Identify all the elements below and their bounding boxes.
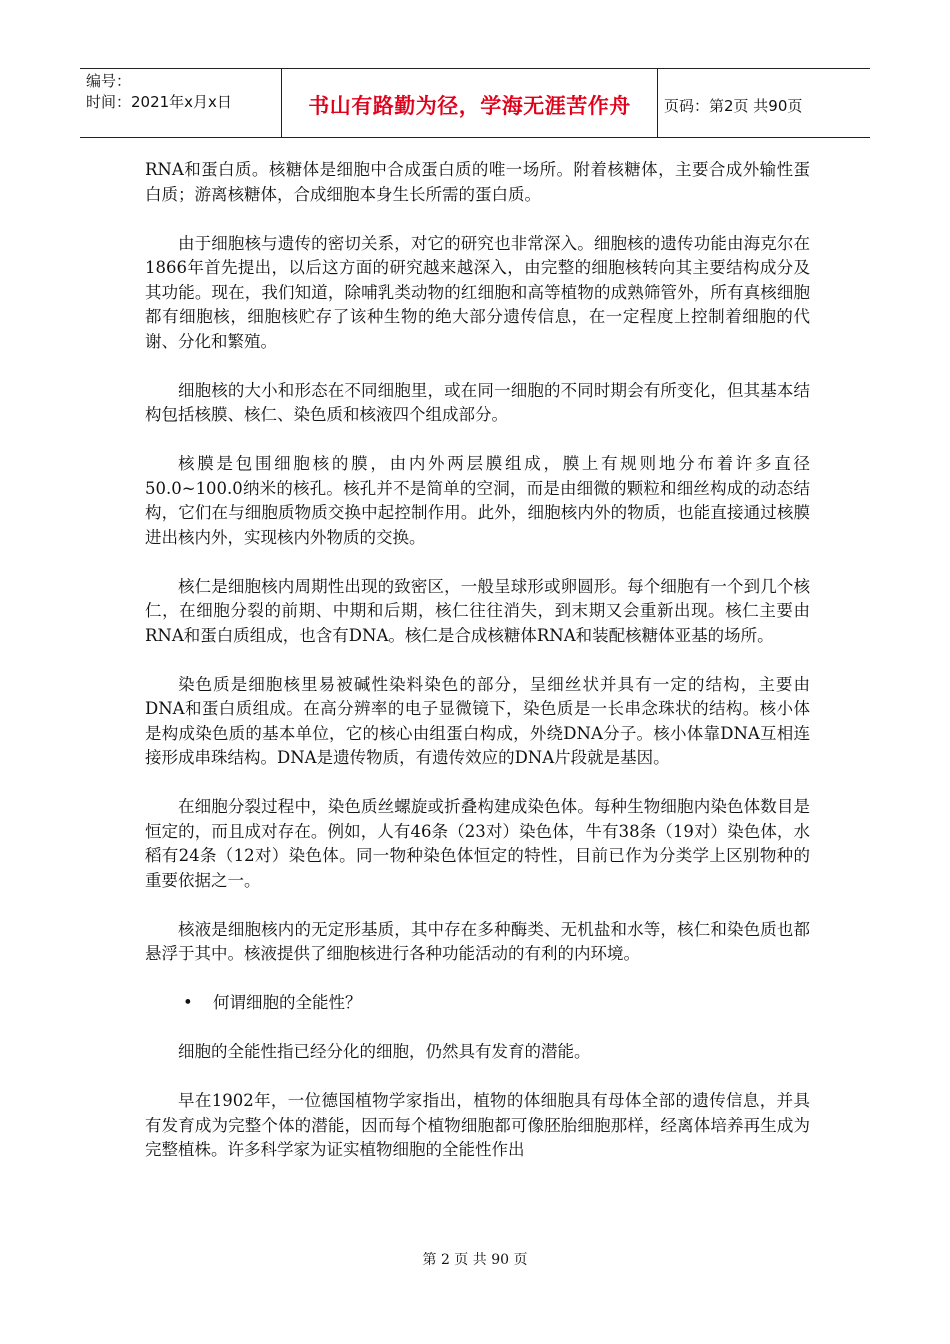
page-footer: 第 2 页 共 90 页 — [422, 1252, 528, 1268]
paragraph: 染色质是细胞核里易被碱性染料染色的部分，呈细丝状并具有一定的结构，主要由DNA和蛋白质组成。在高分辨率的电子显微镜下，染色质是一长串念珠状的结构。核小体是构成染色质的基本单位，它的核心由组蛋白构成，外绕DNA分子。核小体靠DNA互相连接形成串珠结构。DNA是遗传物质，有遗传效应的DNA片段就是基因。 — [145, 674, 810, 767]
paragraph: 核仁是细胞核内周期性出现的致密区，一般呈球形或卵圆形。每个细胞有一个到几个核仁，在细胞分裂的前期、中期和后期，核仁往往消失，到末期又会重新出现。核仁主要由RNA和蛋白质组成，也含有DNA。核仁是合成核糖体RNA和装配核糖体亚基的场所。 — [145, 576, 810, 645]
document-body — [145, 158, 810, 1187]
header-left-cell — [80, 69, 282, 137]
page-header — [80, 68, 870, 138]
paragraph: 由于细胞核与遗传的密切关系，对它的研究也非常深入。细胞核的遗传功能由海克尔在1866年首先提出，以后这方面的研究越来越深入，由完整的细胞核转向其主要结构成分及其功能。现在，我们知道，除哺乳类动物的红细胞和高等植物的成熟筛管外，所有真核细胞都有细胞核，细胞核贮存了该种生物的绝大部分遗传信息，在一定程度上控制着细胞的代谢、分化和繁殖。 — [145, 233, 810, 351]
header-motto: 书山有路勤为径，学海无涯苦作舟 — [282, 69, 658, 137]
document-time-label: 时间：2021年x月x日 — [86, 93, 232, 111]
bullet-question-text: 何谓细胞的全能性？ — [213, 993, 362, 1012]
document-number-label: 编号： — [86, 72, 132, 90]
paragraph: 细胞核的大小和形态在不同细胞里，或在同一细胞的不同时期会有所变化，但其基本结构包括核膜、核仁、染色质和核液四个组成部分。 — [145, 380, 810, 424]
header-page-label: 页码：第2页 共90页 — [664, 96, 803, 115]
paragraph: 核液是细胞核内的无定形基质，其中存在多种酶类、无机盐和水等，核仁和染色质也都悬浮于其中。核液提供了细胞核进行各种功能活动的有利的内环境。 — [145, 919, 810, 963]
paragraph: 早在1902年，一位德国植物学家指出，植物的体细胞具有母体全部的遗传信息，并具有发育成为完整个体的潜能，因而每个植物细胞都可像胚胎细胞那样，经离体培养再生成为完整植株。许多科学家为证实植物细胞的全能性作出 — [145, 1091, 810, 1159]
paragraph-continuation: RNA和蛋白质。核糖体是细胞中合成蛋白质的唯一场所。附着核糖体，主要合成外输性蛋白质；游离核糖体，合成细胞本身生长所需的蛋白质。 — [145, 160, 810, 204]
bullet-question — [145, 991, 810, 1016]
paragraph: 细胞的全能性指已经分化的细胞，仍然具有发育的潜能。 — [178, 1042, 591, 1061]
paragraph: 核膜是包围细胞核的膜，由内外两层膜组成，膜上有规则地分布着许多直径50.0~100.0纳米的核孔。核孔并不是简单的空洞，而是由细微的颗粒和细丝构成的动态结构，它们在与细胞质物质交换中起控制作用。此外，细胞核内外的物质，也能直接通过核膜进出核内外，实现核内外物质的交换。 — [145, 454, 810, 547]
paragraph: 在细胞分裂过程中，染色质丝螺旋或折叠构建成染色体。每种生物细胞内染色体数目是恒定的，而且成对存在。例如，人有46条（23对）染色体，牛有38条（19对）染色体，水稻有24条（12对）染色体。同一物种染色体恒定的特性，目前已作为分类学上区别物种的重要依据之一。 — [145, 797, 810, 890]
bullet-icon: • — [183, 993, 193, 1012]
